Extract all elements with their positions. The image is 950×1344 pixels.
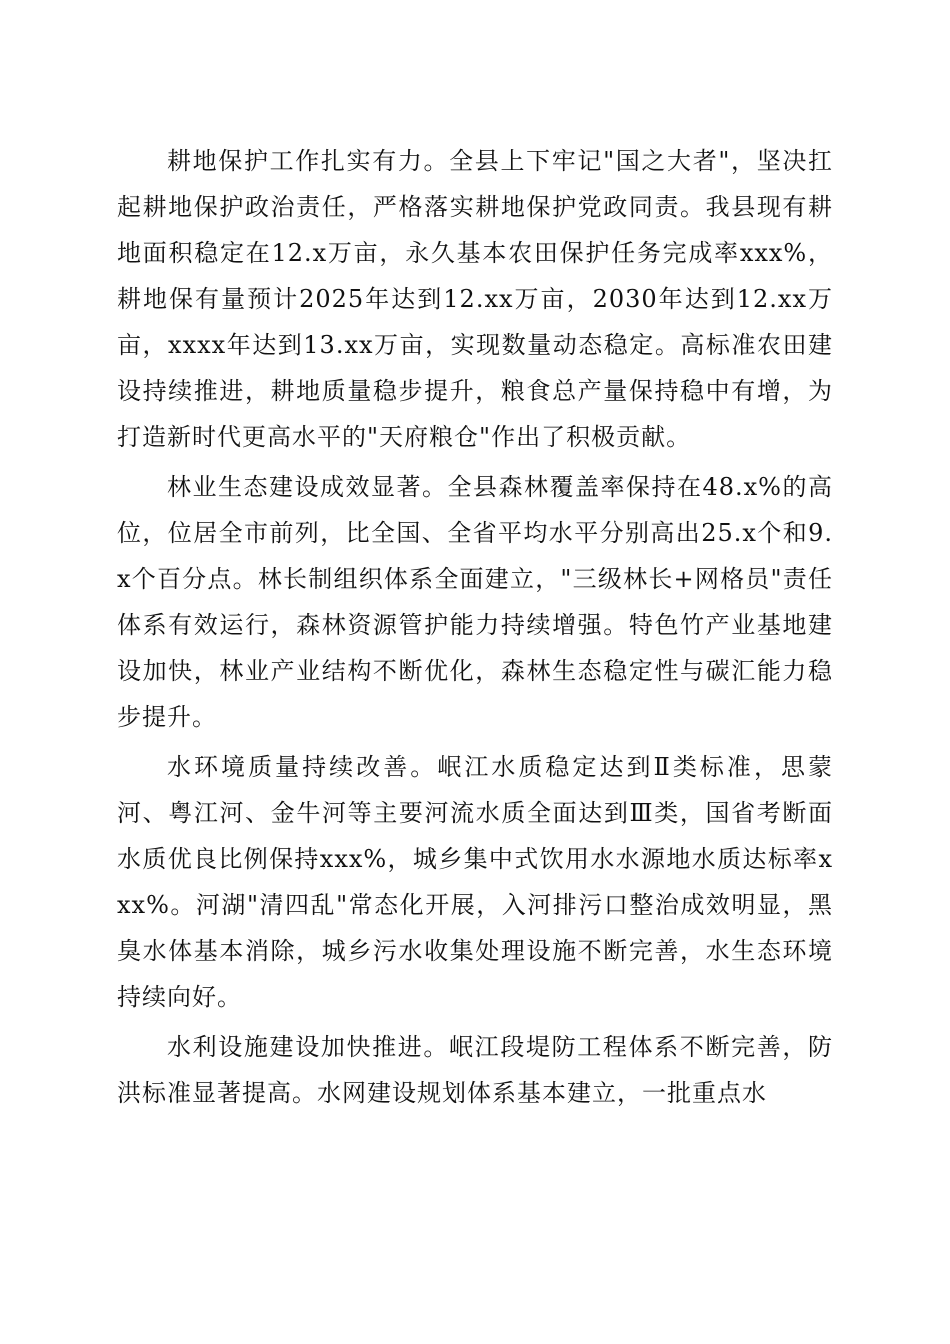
- document-body: [117, 138, 833, 1120]
- paragraph-forestry-ecology: 林业生态建设成效显著。全县森林覆盖率保持在48.x%的高位，位居全市前列，比全国、全省平均水平分别高出25.x个和9.x个百分点。林长制组织体系全面建立，"三级林长+网格员"责任体系有效运行，森林资源管护能力持续增强。特色竹产业基地建设加快，林业产业结构不断优化，森林生态稳定性与碳汇能力稳步提升。: [117, 473, 833, 731]
- paragraph-water-conservancy: 水利设施建设加快推进。岷江段堤防工程体系不断完善，防洪标准显著提高。水网建设规划体系基本建立，一批重点水: [117, 1033, 833, 1107]
- paragraph-water-environment: 水环境质量持续改善。岷江水质稳定达到Ⅱ类标准，思蒙河、粤江河、金牛河等主要河流水质全面达到Ⅲ类，国省考断面水质优良比例保持xxx%，城乡集中式饮用水水源地水质达标率xxx%。河湖"清四乱"常态化开展，入河排污口整治成效明显，黑臭水体基本消除，城乡污水收集处理设施不断完善，水生态环境持续向好。: [117, 753, 833, 1011]
- paragraph-farmland-protection: 耕地保护工作扎实有力。全县上下牢记"国之大者"，坚决扛起耕地保护政治责任，严格落实耕地保护党政同责。我县现有耕地面积稳定在12.x万亩，永久基本农田保护任务完成率xxx%，耕地保有量预计2025年达到12.xx万亩，2030年达到12.xx万亩，xxxx年达到13.xx万亩，实现数量动态稳定。高标准农田建设持续推进，耕地质量稳步提升，粮食总产量保持稳中有增，为打造新时代更高水平的"天府粮仓"作出了积极贡献。: [117, 147, 833, 451]
